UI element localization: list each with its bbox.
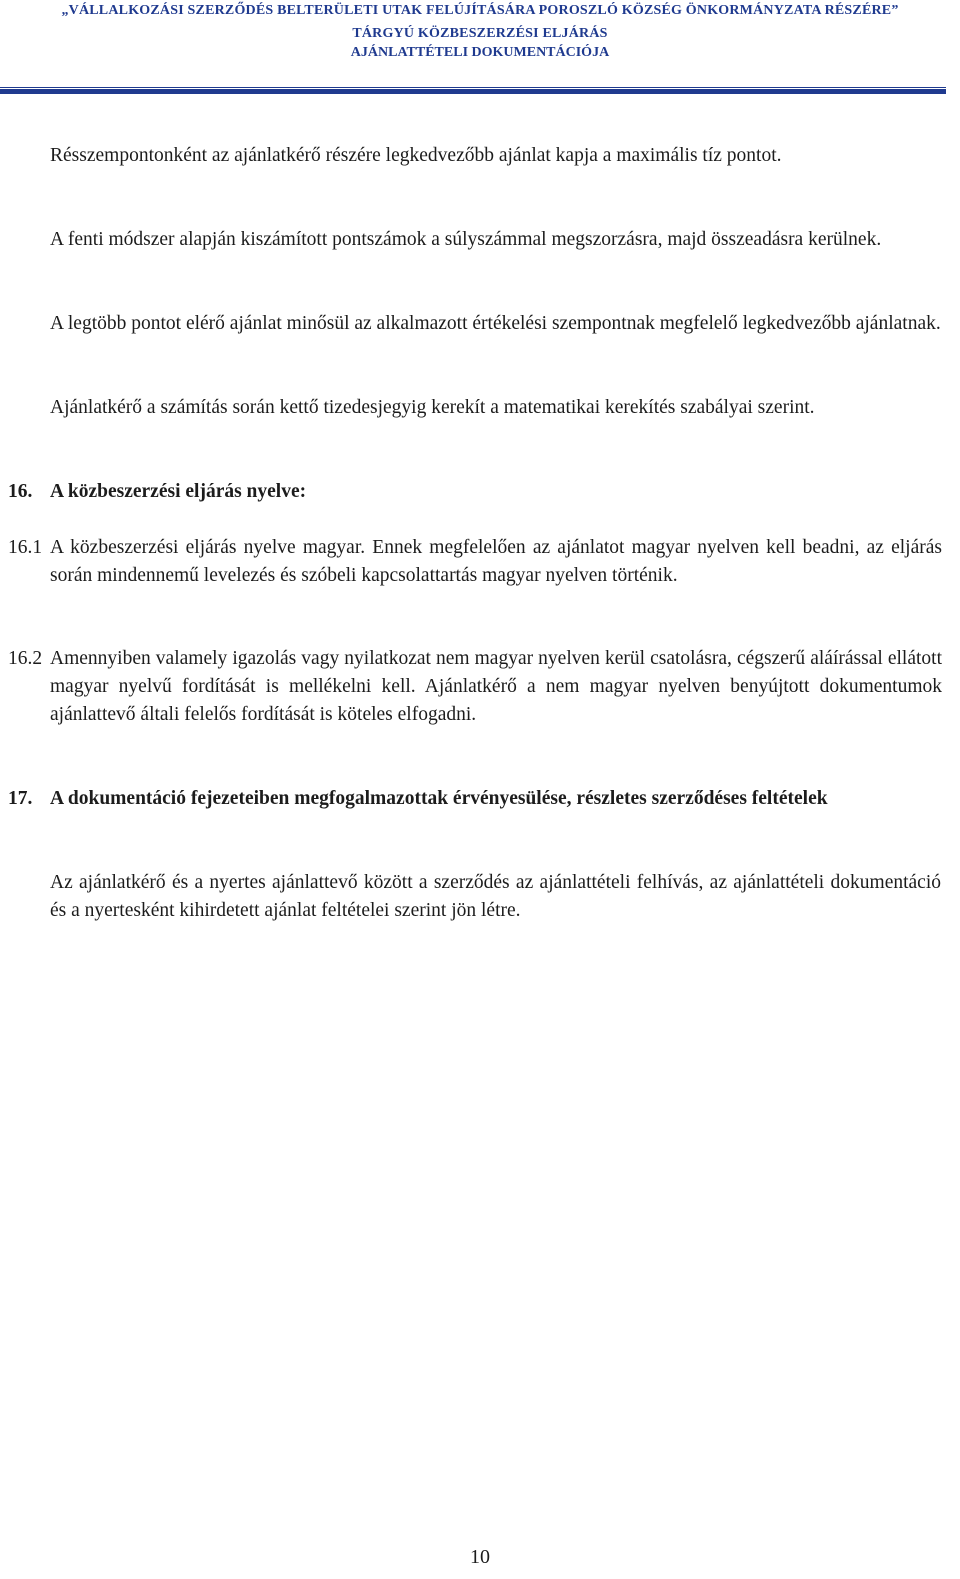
section-number: 17.: [8, 788, 33, 809]
section-title: A közbeszerzési eljárás nyelve:: [50, 481, 307, 502]
section-number: 16.: [8, 481, 33, 502]
header-subtitle-line: TÁRGYÚ KÖZBESZERZÉSI ELJÁRÁS: [352, 26, 608, 41]
paragraph: A legtöbb pontot elérő ajánlat minősül az alkalmazott értékelési szempontnak megfelelő legkedvezőbb ajánlatnak.: [50, 313, 941, 334]
item-number: 16.1: [8, 537, 43, 558]
paragraph: Résszempontonként az ajánlatkérő részére legkedvezőbb ajánlat kapja a maximális tíz pontot.: [50, 145, 782, 166]
header-doc-line: AJÁNLATTÉTELI DOKUMENTÁCIÓJA: [350, 45, 610, 60]
paragraph: A fenti módszer alapján kiszámított pontszámok a súlyszámmal megszorzásra, majd összeadásra kerülnek.: [50, 229, 882, 250]
item-number: 16.2: [8, 648, 43, 669]
paragraph: Az ajánlatkérő és a nyertes ajánlattevő között a szerződés az ajánlattételi felhívás, az ajánlattételi dokumentáció és a nyertesként kihirdetett ajánlat feltételei szerint jön létre.: [50, 872, 941, 921]
section-heading-16: [8, 478, 306, 506]
header-title-line: „VÁLLALKOZÁSI SZERZŐDÉS BELTERÜLETI UTAK FELÚJÍTÁSÁRA POROSZLÓ KÖZSÉG ÖNKORMÁNYZATA RÉSZÉRE”: [61, 3, 899, 18]
item-text: Amennyiben valamely igazolás vagy nyilatkozat nem magyar nyelven kerül csatolásra, cégszerű aláírással ellátott magyar nyelvű fordítását is mellékelni kell. Ajánlatkérő a nem magyar nyelven benyújtott dokumentumok ajánlattevő általi felelős fordítását is köteles elfogadni.: [50, 648, 942, 725]
section-title: A dokumentáció fejezeteiben megfogalmazottak érvényesülése, részletes szerződéses feltételek: [50, 788, 828, 809]
page-number: 10: [470, 1546, 490, 1568]
header-rule-thin: [0, 87, 946, 88]
item-text: A közbeszerzési eljárás nyelve magyar. Ennek megfelelően az ajánlatot magyar nyelven kell beadni, az eljárás során mindennemű levelezés és szóbeli kapcsolattartás magyar nyelven történik.: [50, 537, 942, 586]
paragraph: Ajánlatkérő a számítás során kettő tizedesjegyig kerekít a matematikai kerekítés szabályai szerint.: [50, 397, 815, 418]
header-rule-thick: [0, 89, 946, 94]
